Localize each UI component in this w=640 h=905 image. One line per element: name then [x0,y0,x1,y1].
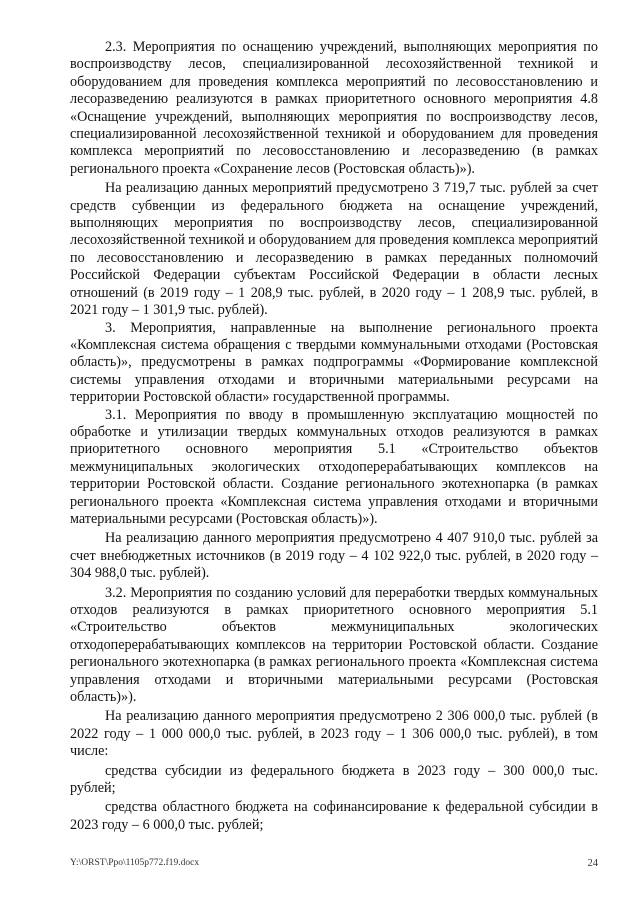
document-body [70,39,598,834]
page-number: 24 [587,858,598,869]
paragraph-regional-cofinancing: средства областного бюджета на софинансирование к федеральной субсидии в 2023 году – 6 000,0 тыс. рублей; [70,799,598,833]
paragraph-funding-3-2: На реализацию данного мероприятия предусмотрено 2 306 000,0 тыс. рублей (в 2022 году – 1 000 000,0 тыс. рублей, в 2023 году – 1 306 000,0 тыс. рублей), в том числе: [70,708,598,760]
paragraph-federal-subsidy: средства субсидии из федерального бюджета в 2023 году – 300 000,0 тыс. рублей; [70,762,598,797]
paragraph-3-2: 3.2. Мероприятия по созданию условий для переработки твердых коммунальных отходов реализуются в рамках приоритетного основного мероприятия 5.1 «Строительство объектов межмуниципальных экологических отходоперерабатывающих комплексов на территории Ростовской области. Создание регионального экотехнопарка (в рамках регионального проекта «Комплексная система управления отходами и вторичными материальными ресурсами (Ростовская область)»). [70,584,598,706]
paragraph-3-1: 3.1. Мероприятия по вводу в промышленную эксплуатацию мощностей по обработке и утилизации твердых коммунальных отходов реализуются в рамках приоритетного основного мероприятия 5.1 «Строительство объектов межмуниципальных экологических отходоперерабатывающих комплексов на территории Ростовской области. Создание регионального экотехнопарка (в рамках регионального проекта «Комплексная система управления отходами и вторичными материальными ресурсами (Ростовская область)»). [70,406,598,527]
paragraph-3: 3. Мероприятия, направленные на выполнение регионального проекта «Комплексная система обращения с твердыми коммунальными отходами (Ростовская область)», предусмотрены в рамках подпрограммы «Формирование комплексной системы управления отходами и вторичными материальными ресурсами на территории Ростовской области» государственной программы. [70,319,598,406]
paragraph-funding-3-1: На реализацию данного мероприятия предусмотрено 4 407 910,0 тыс. рублей за счет внебюджетных источников (в 2019 году – 4 102 922,0 тыс. рублей, в 2020 году – 304 988,0 тыс. рублей). [70,530,598,582]
footer-file-path: Y:\ORST\Ppo\1105p772.f19.docx [70,858,200,868]
paragraph-2-3: 2.3. Мероприятия по оснащению учреждений, выполняющих мероприятия по воспроизводству лесов, специализированной лесохозяйственной техникой и оборудованием для проведения комплекса мероприятий по лесовосстановлению и лесоразведению реализуются в рамках приоритетного основного мероприятия 4.8 «Оснащение учреждений, выполняющих мероприятия по воспроизводству лесов, специализированной лесохозяйственной техникой и оборудованием для проведения комплекса мероприятий по лесовосстановлению и лесоразведению (в рамках регионального проекта «Сохранение лесов (Ростовская область)»). [70,39,598,177]
paragraph-funding-2-3: На реализацию данных мероприятий предусмотрено 3 719,7 тыс. рублей за счет средств субвенции из федерального бюджета на оснащение учреждений, выполняющих мероприятия по воспроизводству лесов, специализированной лесохозяйственной техникой и оборудованием для проведения комплекса мероприятий по лесовосстановлению и лесоразведению в рамках переданных полномочий Российской Федерации субъектам Российской Федерации в области лесных отношений (в 2019 году – 1 208,9 тыс. рублей, в 2020 году – 1 208,9 тыс. рублей, в 2021 году – 1 301,9 тыс. рублей). [70,180,598,319]
